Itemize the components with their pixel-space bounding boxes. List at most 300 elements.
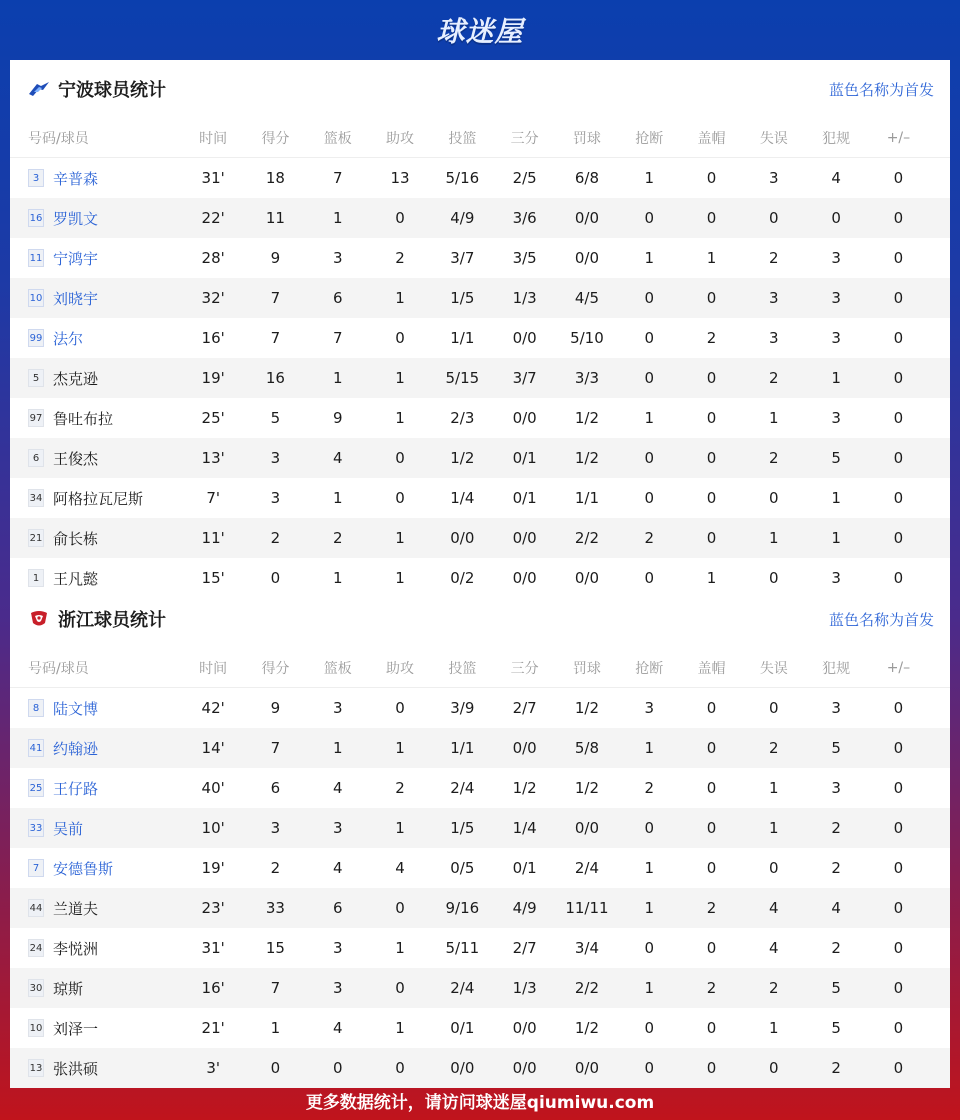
player-cell <box>10 738 182 759</box>
jersey-number-badge: 21 <box>28 529 44 547</box>
player-cell <box>10 208 182 229</box>
stat-turnovers: 0 <box>769 489 779 507</box>
stat-points: 15 <box>265 939 285 957</box>
stat-steals: 1 <box>644 409 654 427</box>
player-name: 王俊杰 <box>53 449 99 468</box>
player-row[interactable] <box>10 398 950 438</box>
stat-turnovers: 2 <box>769 369 779 387</box>
jersey-number-badge: 6 <box>28 449 44 467</box>
stat-plusminus: 0 <box>893 979 904 997</box>
stat-fouls: 5 <box>831 1019 841 1037</box>
player-row[interactable] <box>10 158 950 198</box>
stat-rebounds: 4 <box>332 1019 343 1037</box>
stat-fg: 2/4 <box>450 979 475 997</box>
player-cell <box>10 858 182 879</box>
stat-fouls: 1 <box>831 369 841 387</box>
stat-steals: 0 <box>644 569 654 587</box>
stat-assists: 1 <box>395 369 405 387</box>
stat-ft: 3/3 <box>574 369 599 387</box>
stat-assists: 0 <box>395 329 405 347</box>
stat-turnovers: 1 <box>769 529 779 547</box>
jersey-number-badge: 8 <box>28 699 44 717</box>
stat-steals: 0 <box>644 939 654 957</box>
stat-rebounds: 6 <box>332 899 343 917</box>
stat-fg: 2/4 <box>450 779 475 797</box>
stat-three: 3/6 <box>512 209 537 227</box>
stat-fg: 0/0 <box>450 529 475 547</box>
stat-steals: 0 <box>644 819 654 837</box>
stat-ft: 2/4 <box>574 859 599 877</box>
stat-assists: 4 <box>395 859 405 877</box>
stat-plusminus: 0 <box>893 209 904 227</box>
stat-three: 0/1 <box>512 449 537 467</box>
player-cell <box>10 408 182 429</box>
table-header <box>10 118 950 158</box>
team-section-zhejiang <box>10 590 950 1088</box>
stat-fouls: 3 <box>831 249 841 267</box>
stat-time: 14' <box>201 739 225 757</box>
starter-player-name-link[interactable]: 吴前 <box>53 819 84 838</box>
stat-blocks: 2 <box>706 329 717 347</box>
stat-three: 3/5 <box>512 249 537 267</box>
stat-fouls: 3 <box>831 289 841 307</box>
stat-plusminus: 0 <box>893 249 904 267</box>
stat-blocks: 0 <box>706 289 717 307</box>
stat-three: 0/0 <box>512 529 537 547</box>
player-cell <box>10 1058 182 1079</box>
footer-promo <box>0 1080 960 1120</box>
stat-three: 2/7 <box>512 939 537 957</box>
header-ft: 罚球 <box>572 660 601 677</box>
starter-player-name-link[interactable]: 陆文博 <box>53 699 99 718</box>
section-title: 宁波球员统计 <box>58 80 166 101</box>
stat-rebounds: 1 <box>332 569 343 587</box>
stat-turnovers: 1 <box>769 779 779 797</box>
player-cell <box>10 778 182 799</box>
stat-assists: 0 <box>395 979 405 997</box>
stat-ft: 2/2 <box>574 979 599 997</box>
stat-steals: 1 <box>644 899 654 917</box>
stat-fouls: 3 <box>831 779 841 797</box>
stat-fouls: 3 <box>831 699 841 717</box>
stat-fouls: 4 <box>831 899 841 917</box>
stat-three: 0/0 <box>512 1019 537 1037</box>
stat-plusminus: 0 <box>893 819 904 837</box>
stat-assists: 1 <box>395 1019 405 1037</box>
stat-points: 7 <box>270 289 281 307</box>
header-plusminus: +/– <box>886 129 911 146</box>
starter-player-name-link[interactable]: 王仔路 <box>53 779 99 798</box>
stat-steals: 2 <box>644 779 654 797</box>
player-cell <box>10 448 182 469</box>
player-row[interactable] <box>10 518 950 558</box>
stat-rebounds: 3 <box>332 819 343 837</box>
stat-time: 16' <box>201 329 225 347</box>
player-name: 杰克逊 <box>53 369 99 388</box>
stat-fg: 1/5 <box>450 289 475 307</box>
stat-points: 5 <box>270 409 281 427</box>
stat-steals: 0 <box>644 209 654 227</box>
stat-fg: 5/15 <box>445 369 480 387</box>
stat-time: 19' <box>201 859 225 877</box>
jersey-number-badge: 33 <box>28 819 44 837</box>
stat-turnovers: 2 <box>769 739 779 757</box>
stat-ft: 1/1 <box>574 489 599 507</box>
stat-turnovers: 1 <box>769 1019 779 1037</box>
starter-player-name-link[interactable]: 安德鲁斯 <box>53 859 114 878</box>
stat-fg: 5/16 <box>445 169 480 187</box>
stat-three: 1/4 <box>512 819 537 837</box>
player-cell <box>10 938 182 959</box>
stat-time: 7' <box>206 489 220 507</box>
player-row[interactable] <box>10 768 950 808</box>
stat-fouls: 2 <box>831 859 841 877</box>
stat-assists: 1 <box>395 569 405 587</box>
brand-logo: 球迷屋 <box>436 15 524 48</box>
player-cell <box>10 528 182 549</box>
stat-plusminus: 0 <box>893 859 904 877</box>
stat-points: 0 <box>270 1059 281 1077</box>
stat-steals: 0 <box>644 329 654 347</box>
header-rebounds: 篮板 <box>323 130 352 147</box>
stats-card <box>10 60 950 1080</box>
stat-fg: 0/1 <box>450 1019 475 1037</box>
stat-blocks: 0 <box>706 369 717 387</box>
starter-player-name-link[interactable]: 刘晓宇 <box>53 289 99 308</box>
stat-steals: 0 <box>644 289 654 307</box>
stat-blocks: 0 <box>706 859 717 877</box>
jersey-number-badge: 1 <box>28 569 44 587</box>
stat-blocks: 0 <box>706 819 717 837</box>
player-name: 鲁吐布拉 <box>53 409 114 428</box>
header-blocks: 盖帽 <box>697 130 726 147</box>
player-row[interactable] <box>10 928 950 968</box>
stat-plusminus: 0 <box>893 369 904 387</box>
player-name: 阿格拉瓦尼斯 <box>53 489 144 508</box>
header-player: 号码/球员 <box>28 660 89 677</box>
stat-plusminus: 0 <box>893 169 904 187</box>
jersey-number-badge: 16 <box>28 209 44 227</box>
ningbo-team-logo-icon <box>26 78 52 100</box>
stat-blocks: 0 <box>706 939 717 957</box>
stat-fouls: 5 <box>831 979 841 997</box>
player-name: 琼斯 <box>53 979 84 998</box>
stat-blocks: 0 <box>706 779 717 797</box>
player-row[interactable] <box>10 318 950 358</box>
header-points: 得分 <box>261 660 290 677</box>
player-row[interactable] <box>10 478 950 518</box>
stat-blocks: 0 <box>706 699 717 717</box>
stat-fouls: 3 <box>831 409 841 427</box>
header-blocks: 盖帽 <box>697 660 726 677</box>
stat-ft: 1/2 <box>574 409 599 427</box>
player-table-body <box>10 688 950 1088</box>
header-time: 时间 <box>199 130 228 147</box>
stat-assists: 0 <box>395 1059 405 1077</box>
stat-rebounds: 9 <box>332 409 343 427</box>
header-fouls: 犯规 <box>822 130 851 147</box>
player-row[interactable] <box>10 888 950 928</box>
stat-plusminus: 0 <box>893 569 904 587</box>
stat-rebounds: 4 <box>332 859 343 877</box>
stat-turnovers: 2 <box>769 449 779 467</box>
stat-fg: 2/3 <box>450 409 475 427</box>
stat-time: 42' <box>201 699 225 717</box>
stat-blocks: 0 <box>706 449 717 467</box>
stat-steals: 1 <box>644 979 654 997</box>
stat-assists: 1 <box>395 409 405 427</box>
stat-ft: 6/8 <box>574 169 599 187</box>
stat-turnovers: 1 <box>769 819 779 837</box>
stat-assists: 13 <box>390 169 410 187</box>
stat-time: 22' <box>201 209 225 227</box>
jersey-number-badge: 44 <box>28 899 44 917</box>
player-cell <box>10 698 182 719</box>
stat-blocks: 0 <box>706 1059 717 1077</box>
stat-rebounds: 1 <box>332 489 343 507</box>
stat-three: 1/3 <box>512 289 537 307</box>
stat-ft: 3/4 <box>574 939 599 957</box>
player-cell <box>10 488 182 509</box>
stat-steals: 1 <box>644 739 654 757</box>
stat-blocks: 1 <box>706 569 717 587</box>
stat-ft: 1/2 <box>574 699 599 717</box>
stat-steals: 1 <box>644 249 654 267</box>
header-ft: 罚球 <box>572 130 601 147</box>
stat-steals: 0 <box>644 1019 654 1037</box>
stat-points: 7 <box>270 329 281 347</box>
stat-time: 10' <box>201 819 225 837</box>
stat-steals: 2 <box>644 529 654 547</box>
stat-turnovers: 0 <box>769 859 779 877</box>
stat-turnovers: 2 <box>769 979 779 997</box>
stat-plusminus: 0 <box>893 449 904 467</box>
stat-time: 32' <box>201 289 225 307</box>
header-fg: 投篮 <box>448 130 477 147</box>
stat-ft: 0/0 <box>574 1059 599 1077</box>
stat-ft: 5/8 <box>574 739 599 757</box>
stat-fouls: 4 <box>831 169 841 187</box>
stat-steals: 0 <box>644 369 654 387</box>
stat-rebounds: 7 <box>332 329 343 347</box>
player-row[interactable] <box>10 1008 950 1048</box>
stat-time: 40' <box>201 779 225 797</box>
jersey-number-badge: 24 <box>28 939 44 957</box>
stat-points: 2 <box>270 529 281 547</box>
player-row[interactable] <box>10 358 950 398</box>
stat-rebounds: 3 <box>332 939 343 957</box>
section-header <box>10 590 950 648</box>
jersey-number-badge: 41 <box>28 739 44 757</box>
starter-player-name-link[interactable]: 宁鸿宇 <box>53 249 99 268</box>
stat-blocks: 1 <box>706 249 717 267</box>
header-plusminus: +/– <box>886 659 911 676</box>
player-row[interactable] <box>10 278 950 318</box>
stat-points: 0 <box>270 569 281 587</box>
jersey-number-badge: 30 <box>28 979 44 997</box>
player-cell <box>10 328 182 349</box>
stat-three: 0/0 <box>512 329 537 347</box>
header-steals: 抢断 <box>635 660 664 677</box>
stat-assists: 0 <box>395 209 405 227</box>
stat-three: 4/9 <box>512 899 537 917</box>
stat-plusminus: 0 <box>893 739 904 757</box>
stat-rebounds: 1 <box>332 369 343 387</box>
player-row[interactable] <box>10 438 950 478</box>
stat-three: 1/3 <box>512 979 537 997</box>
stat-ft: 5/10 <box>570 329 604 347</box>
jersey-number-badge: 34 <box>28 489 44 507</box>
starter-player-name-link[interactable]: 法尔 <box>53 329 84 348</box>
stat-time: 21' <box>201 1019 225 1037</box>
stat-blocks: 0 <box>706 209 717 227</box>
stat-rebounds: 4 <box>332 779 343 797</box>
stat-time: 23' <box>201 899 225 917</box>
header-player: 号码/球员 <box>28 130 89 147</box>
stat-time: 13' <box>201 449 225 467</box>
jersey-number-badge: 99 <box>28 329 44 347</box>
stat-assists: 1 <box>395 529 405 547</box>
player-name: 兰道夫 <box>53 899 99 918</box>
stat-assists: 0 <box>395 449 405 467</box>
stat-three: 0/0 <box>512 1059 537 1077</box>
stat-fouls: 1 <box>831 529 841 547</box>
player-row[interactable] <box>10 728 950 768</box>
header-assists: 助攻 <box>386 130 415 147</box>
starter-legend-note: 蓝色名称为首发 <box>828 610 934 629</box>
stat-three: 2/7 <box>512 699 537 717</box>
stat-assists: 1 <box>395 939 405 957</box>
stat-rebounds: 2 <box>332 529 343 547</box>
stat-blocks: 0 <box>706 409 717 427</box>
stat-fg: 1/5 <box>450 819 475 837</box>
stat-ft: 0/0 <box>574 819 599 837</box>
stat-assists: 0 <box>395 699 405 717</box>
stat-turnovers: 0 <box>769 209 779 227</box>
stat-rebounds: 3 <box>332 249 343 267</box>
stat-points: 2 <box>270 859 281 877</box>
header-fg: 投篮 <box>448 660 477 677</box>
stat-assists: 2 <box>395 249 405 267</box>
jersey-number-badge: 97 <box>28 409 44 427</box>
stat-time: 3' <box>206 1059 220 1077</box>
stat-three: 0/1 <box>512 489 537 507</box>
player-row[interactable] <box>10 848 950 888</box>
stat-fouls: 3 <box>831 569 841 587</box>
starter-player-name-link[interactable]: 罗凯文 <box>53 209 99 228</box>
stat-rebounds: 7 <box>332 169 343 187</box>
stat-fouls: 2 <box>831 1059 841 1077</box>
stat-ft: 1/2 <box>574 1019 599 1037</box>
player-row[interactable] <box>10 968 950 1008</box>
player-row[interactable] <box>10 198 950 238</box>
header-steals: 抢断 <box>635 130 664 147</box>
stat-ft: 0/0 <box>574 569 599 587</box>
jersey-number-badge: 5 <box>28 369 44 387</box>
stat-rebounds: 1 <box>332 209 343 227</box>
stat-blocks: 0 <box>706 529 717 547</box>
stat-ft: 1/2 <box>574 449 599 467</box>
header-turnovers: 失误 <box>759 130 788 147</box>
stat-fouls: 3 <box>831 329 841 347</box>
stat-assists: 1 <box>395 819 405 837</box>
stat-ft: 1/2 <box>574 779 599 797</box>
stat-ft: 0/0 <box>574 249 599 267</box>
header-time: 时间 <box>199 660 228 677</box>
stat-rebounds: 3 <box>332 979 343 997</box>
stat-time: 25' <box>201 409 225 427</box>
header-points: 得分 <box>261 130 290 147</box>
player-row[interactable] <box>10 808 950 848</box>
stat-steals: 0 <box>644 1059 654 1077</box>
player-table-body <box>10 158 950 598</box>
header-fouls: 犯规 <box>822 660 851 677</box>
jersey-number-badge: 11 <box>28 249 44 267</box>
player-name: 李悦洲 <box>53 939 99 958</box>
stat-fg: 0/5 <box>450 859 475 877</box>
stat-fouls: 2 <box>831 939 841 957</box>
stat-plusminus: 0 <box>893 939 904 957</box>
stat-steals: 1 <box>644 169 654 187</box>
stat-three: 0/0 <box>512 739 537 757</box>
stat-time: 11' <box>201 529 225 547</box>
stat-three: 3/7 <box>512 369 537 387</box>
stat-turnovers: 1 <box>769 409 779 427</box>
player-name: 俞长栋 <box>53 529 99 548</box>
stat-steals: 0 <box>644 449 654 467</box>
stat-assists: 0 <box>395 899 405 917</box>
stat-fg: 4/9 <box>450 209 475 227</box>
stat-three: 2/5 <box>512 169 537 187</box>
stat-fouls: 1 <box>831 489 841 507</box>
stat-points: 9 <box>270 699 281 717</box>
starter-player-name-link[interactable]: 辛普森 <box>53 169 99 188</box>
stat-points: 11 <box>265 209 285 227</box>
stat-ft: 11/11 <box>565 899 609 917</box>
player-row[interactable] <box>10 238 950 278</box>
stat-points: 18 <box>265 169 285 187</box>
stat-steals: 3 <box>644 699 654 717</box>
stat-rebounds: 0 <box>332 1059 343 1077</box>
player-row[interactable] <box>10 688 950 728</box>
stat-time: 31' <box>201 939 225 957</box>
stat-points: 7 <box>270 979 281 997</box>
stat-time: 16' <box>201 979 225 997</box>
header-three: 三分 <box>510 130 539 147</box>
stat-plusminus: 0 <box>893 699 904 717</box>
stat-time: 28' <box>201 249 225 267</box>
starter-legend-note: 蓝色名称为首发 <box>828 80 934 99</box>
top-brand-bar <box>0 0 960 60</box>
stat-assists: 0 <box>395 489 405 507</box>
table-header <box>10 648 950 688</box>
section-title: 浙江球员统计 <box>58 610 166 631</box>
footer-text: 更多数据统计，请访问球迷屋qiumiwu.com <box>305 1092 655 1113</box>
stat-points: 3 <box>270 449 281 467</box>
header-rebounds: 篮板 <box>323 660 352 677</box>
stat-three: 0/0 <box>512 569 537 587</box>
starter-player-name-link[interactable]: 约翰逊 <box>53 739 99 758</box>
stat-fg: 3/7 <box>450 249 475 267</box>
stat-time: 19' <box>201 369 225 387</box>
stat-turnovers: 4 <box>769 899 779 917</box>
player-cell <box>10 978 182 999</box>
stat-rebounds: 3 <box>332 699 343 717</box>
player-name: 王凡懿 <box>53 569 99 588</box>
stat-points: 7 <box>270 739 281 757</box>
player-name: 刘泽一 <box>53 1019 99 1038</box>
jersey-number-badge: 7 <box>28 859 44 877</box>
